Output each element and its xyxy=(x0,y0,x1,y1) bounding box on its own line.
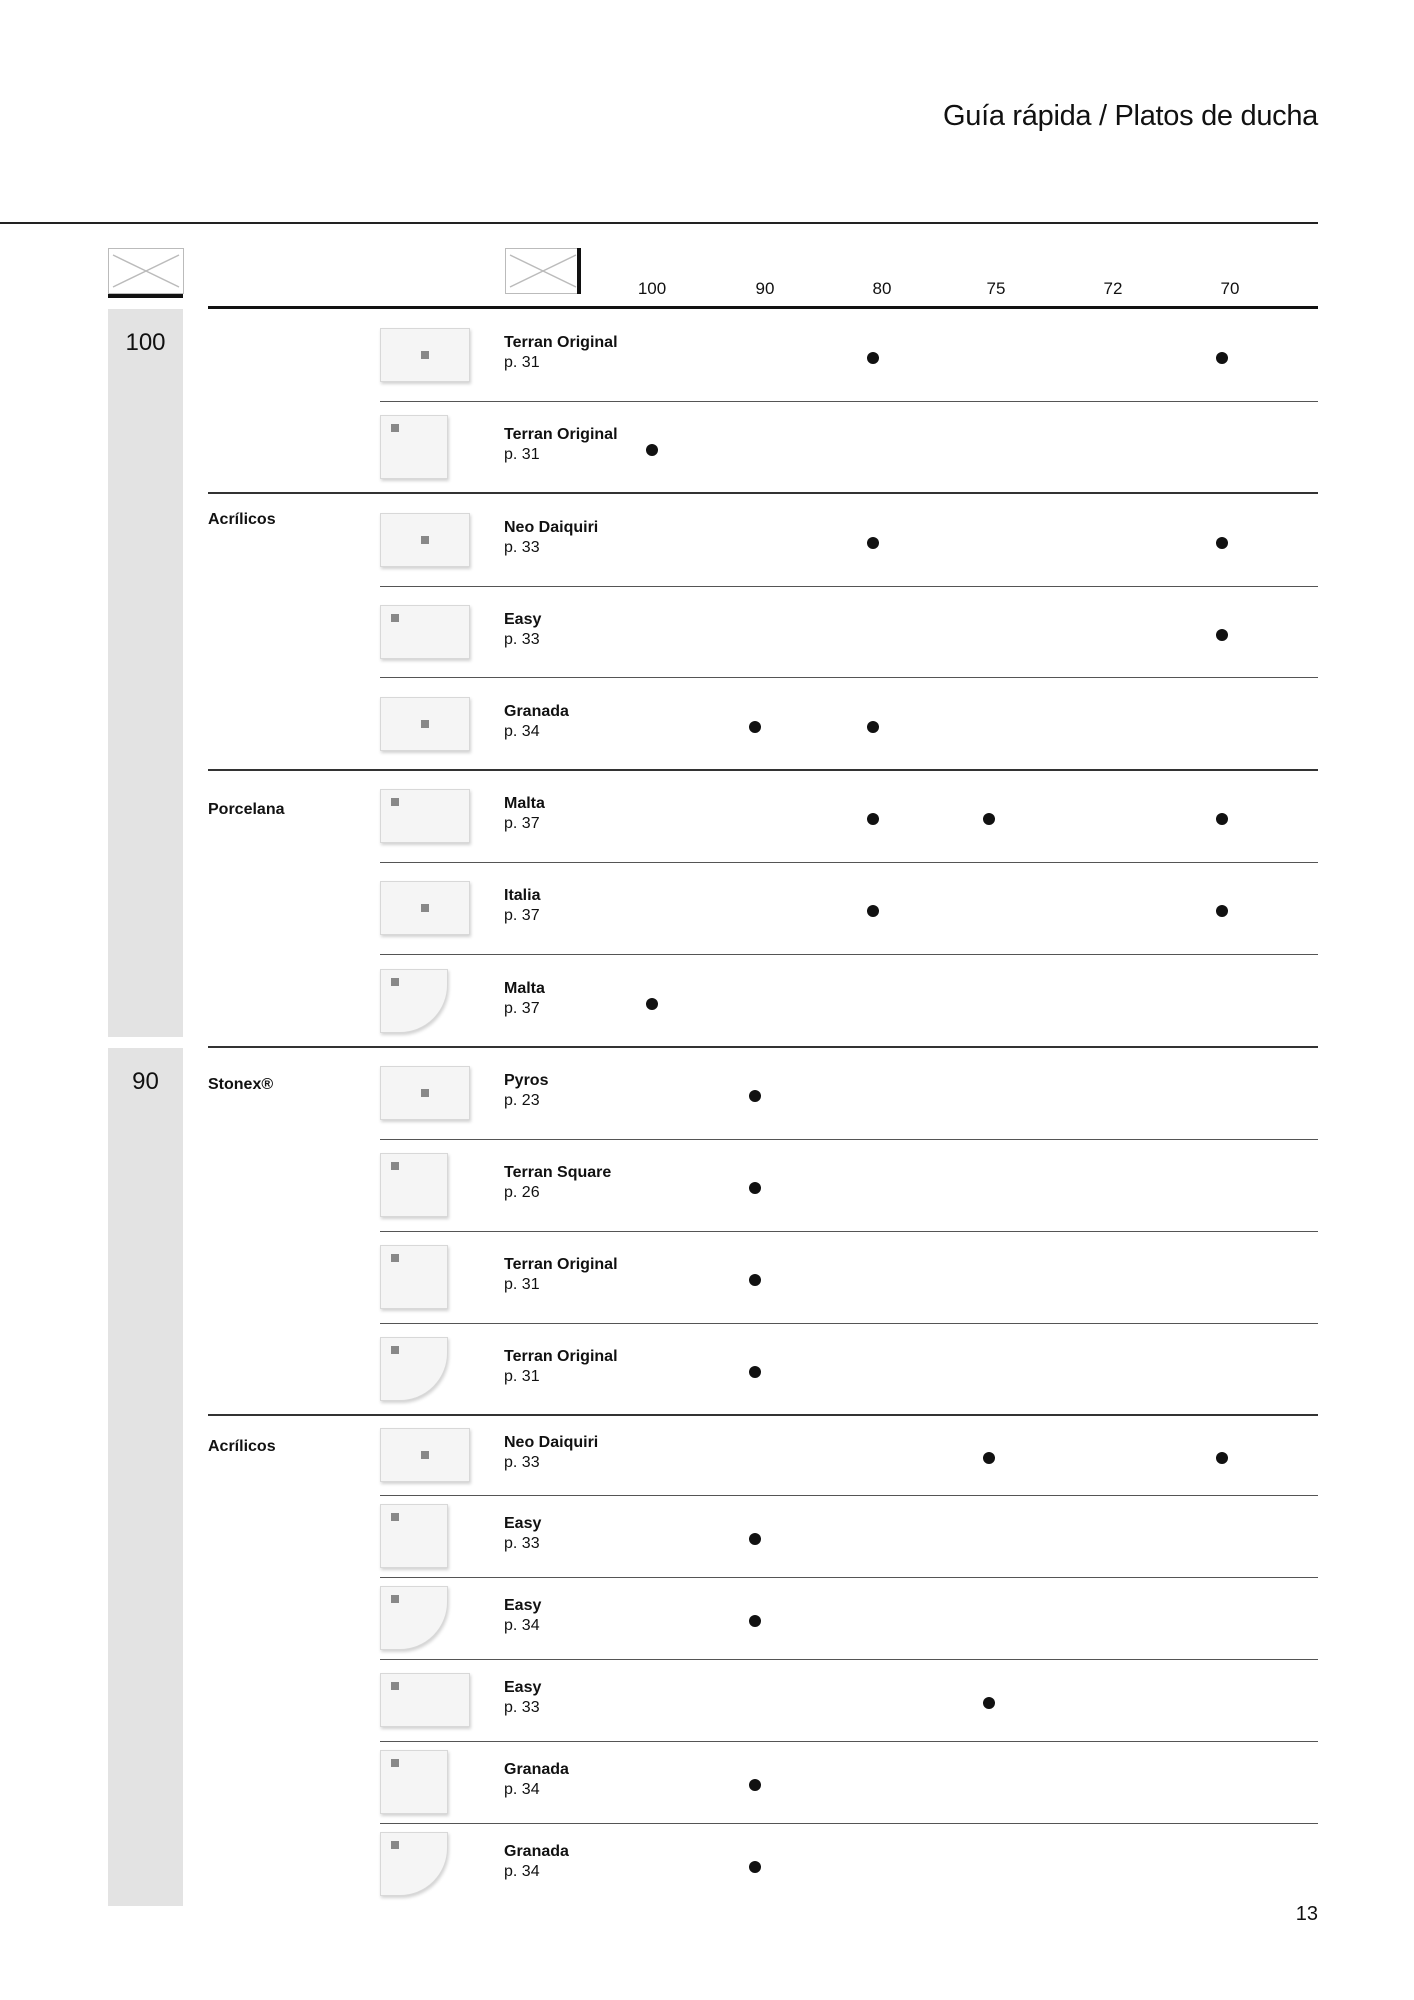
drain-icon xyxy=(421,1089,429,1097)
product-page-ref: p. 37 xyxy=(504,815,540,832)
product-name: Terran Square xyxy=(504,1164,612,1181)
shower-tray-thumbnail xyxy=(380,328,470,382)
table-row xyxy=(0,1742,1414,1824)
availability-dot-90 xyxy=(749,1533,761,1545)
group-label-acrilicos: Acrílicos xyxy=(208,1438,276,1455)
availability-dot-90 xyxy=(749,1615,761,1627)
availability-dot-90 xyxy=(749,1090,761,1102)
availability-dot-75 xyxy=(983,1697,995,1709)
drain-icon xyxy=(391,424,399,432)
product-page-ref: p. 31 xyxy=(504,354,540,371)
availability-dot-90 xyxy=(749,721,761,733)
availability-dot-90 xyxy=(749,1274,761,1286)
depth-dimension-bar xyxy=(577,248,581,294)
section-size-label: 90 xyxy=(132,1068,159,1095)
shower-tray-thumbnail xyxy=(380,1750,448,1814)
width-dimension-underline xyxy=(108,294,183,298)
availability-dot-100 xyxy=(646,998,658,1010)
shower-tray-thumbnail xyxy=(380,881,470,935)
product-name: Neo Daiquiri xyxy=(504,1434,599,1451)
table-row xyxy=(0,587,1414,678)
group-label-porcelana: Porcelana xyxy=(208,801,285,818)
availability-dot-90 xyxy=(749,1366,761,1378)
table-row xyxy=(0,955,1414,1048)
drain-icon xyxy=(421,351,429,359)
product-name: Easy xyxy=(504,1515,542,1532)
product-name: Easy xyxy=(504,610,542,628)
col-head-80: 80 xyxy=(872,279,892,298)
product-page-ref: p. 33 xyxy=(504,1454,540,1471)
availability-dot-70 xyxy=(1216,537,1228,549)
shower-tray-thumbnail xyxy=(380,1153,448,1217)
table-row xyxy=(0,678,1414,771)
product-name: Pyros xyxy=(504,1072,549,1089)
table-row xyxy=(0,1416,1414,1496)
product-page-ref: p. 34 xyxy=(504,1863,540,1880)
col-head-90: 90 xyxy=(755,279,775,298)
product-page-ref: p. 33 xyxy=(504,630,540,648)
col-head-75: 75 xyxy=(986,279,1006,298)
product-name: Terran Original xyxy=(504,1348,618,1365)
product-name: Terran Original xyxy=(504,1256,618,1273)
drain-icon xyxy=(391,1759,399,1767)
drain-icon xyxy=(421,536,429,544)
shower-tray-thumbnail xyxy=(380,513,470,567)
shower-tray-thumbnail xyxy=(380,1428,470,1482)
shower-tray-thumbnail xyxy=(380,605,470,659)
availability-dot-90 xyxy=(749,1861,761,1873)
col-head-70: 70 xyxy=(1220,279,1240,298)
product-page-ref: p. 34 xyxy=(504,1617,540,1634)
product-page-ref: p. 33 xyxy=(504,1699,540,1716)
table-row xyxy=(0,1140,1414,1232)
product-page-ref: p. 31 xyxy=(504,446,540,463)
page-title: Guía rápida / Platos de ducha xyxy=(943,100,1318,132)
table-row xyxy=(0,771,1414,863)
availability-dot-80 xyxy=(867,352,879,364)
col-head-72: 72 xyxy=(1103,279,1123,298)
drain-icon xyxy=(391,1162,399,1170)
product-page-ref: p. 26 xyxy=(504,1184,540,1201)
shower-tray-thumbnail xyxy=(380,789,470,843)
drain-icon xyxy=(391,1841,399,1849)
shower-tray-thumbnail xyxy=(380,1245,448,1309)
drain-icon xyxy=(391,978,399,986)
product-name: Malta xyxy=(504,979,545,997)
product-name: Granada xyxy=(504,1761,569,1778)
table-row xyxy=(0,402,1414,494)
depth-dimension-icon xyxy=(505,248,581,294)
availability-dot-90 xyxy=(749,1779,761,1791)
availability-dot-80 xyxy=(867,721,879,733)
drain-icon xyxy=(421,904,429,912)
width-dimension-icon xyxy=(108,248,184,294)
drain-icon xyxy=(391,1513,399,1521)
availability-dot-90 xyxy=(749,1182,761,1194)
product-name: Easy xyxy=(504,1597,542,1614)
product-name: Granada xyxy=(504,702,569,720)
product-name: Malta xyxy=(504,795,545,812)
product-name: Terran Original xyxy=(504,334,618,351)
drain-icon xyxy=(391,798,399,806)
header-divider xyxy=(208,306,1318,309)
availability-dot-100 xyxy=(646,444,658,456)
availability-dot-80 xyxy=(867,537,879,549)
availability-dot-70 xyxy=(1216,1452,1228,1464)
availability-dot-80 xyxy=(867,813,879,825)
drain-icon xyxy=(391,1254,399,1262)
product-page-ref: p. 33 xyxy=(504,1535,540,1552)
table-row xyxy=(0,1048,1414,1140)
availability-dot-70 xyxy=(1216,629,1228,641)
availability-dot-70 xyxy=(1216,352,1228,364)
product-name: Italia xyxy=(504,887,541,904)
availability-dot-70 xyxy=(1216,813,1228,825)
drain-icon xyxy=(421,1451,429,1459)
product-name: Granada xyxy=(504,1843,569,1860)
drain-icon xyxy=(391,1682,399,1690)
shower-tray-thumbnail xyxy=(380,1673,470,1727)
col-head-100: 100 xyxy=(637,279,667,298)
product-page-ref: p. 23 xyxy=(504,1092,540,1109)
product-page-ref: p. 37 xyxy=(504,999,540,1017)
table-row xyxy=(0,1824,1414,1906)
product-page-ref: p. 31 xyxy=(504,1368,540,1385)
availability-dot-75 xyxy=(983,1452,995,1464)
product-page-ref: p. 34 xyxy=(504,722,540,740)
section-size-label: 100 xyxy=(125,329,166,356)
group-label-stonex: Stonex® xyxy=(208,1076,274,1093)
top-divider xyxy=(0,222,1318,224)
page-number: 13 xyxy=(1295,1903,1318,1925)
product-page-ref: p. 31 xyxy=(504,1276,540,1293)
table-row xyxy=(0,494,1414,587)
drain-icon xyxy=(391,1346,399,1354)
product-name: Easy xyxy=(504,1679,542,1696)
product-page-ref: p. 34 xyxy=(504,1781,540,1798)
product-name: Neo Daiquiri xyxy=(504,518,599,536)
table-row xyxy=(0,1232,1414,1324)
group-label-acrilicos: Acrílicos xyxy=(208,511,276,528)
table-row xyxy=(0,863,1414,955)
product-page-ref: p. 33 xyxy=(504,538,540,556)
availability-dot-80 xyxy=(867,905,879,917)
product-name: Terran Original xyxy=(504,426,618,443)
table-row xyxy=(0,1578,1414,1660)
table-row xyxy=(0,1496,1414,1578)
drain-icon xyxy=(391,614,399,622)
drain-icon xyxy=(391,1595,399,1603)
shower-tray-thumbnail xyxy=(380,415,448,479)
availability-dot-75 xyxy=(983,813,995,825)
availability-dot-70 xyxy=(1216,905,1228,917)
drain-icon xyxy=(421,720,429,728)
product-page-ref: p. 37 xyxy=(504,907,540,924)
table-row xyxy=(0,310,1414,402)
table-row xyxy=(0,1660,1414,1742)
table-row xyxy=(0,1324,1414,1416)
shower-tray-thumbnail xyxy=(380,697,470,751)
shower-tray-thumbnail xyxy=(380,1504,448,1568)
shower-tray-thumbnail xyxy=(380,1066,470,1120)
